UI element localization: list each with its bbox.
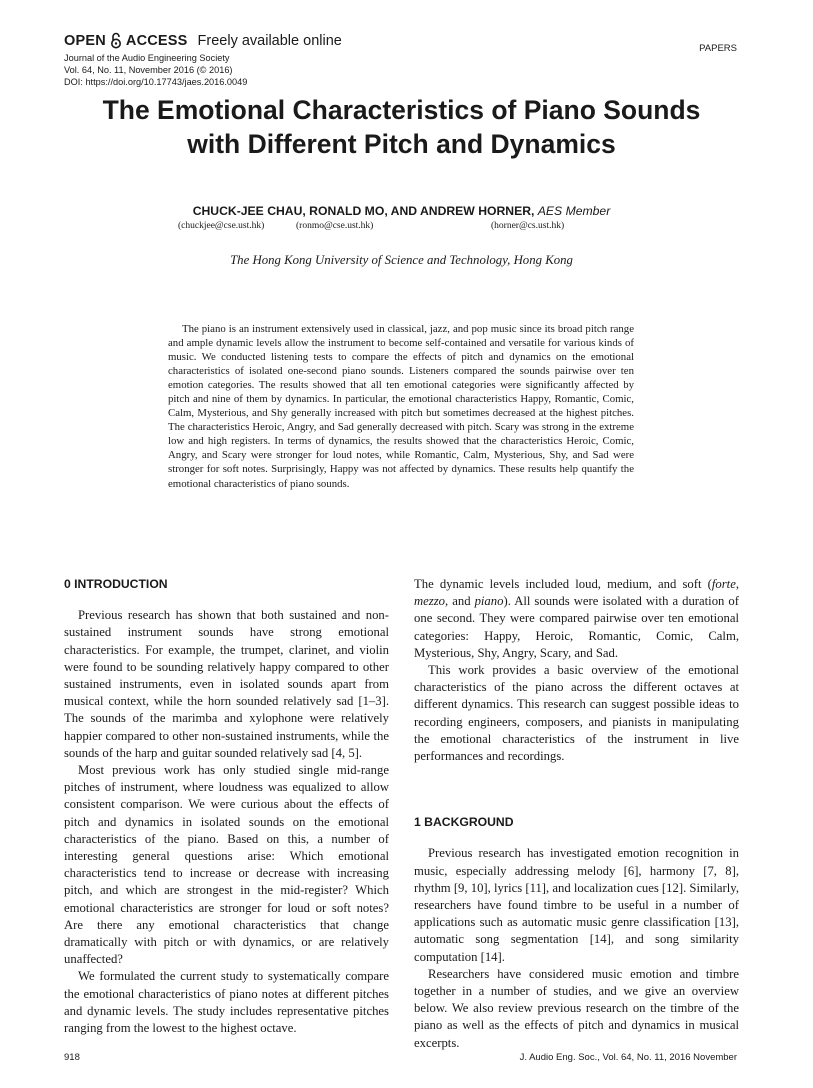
author-names: CHUCK-JEE CHAU, RONALD MO, AND ANDREW HORNER, <box>192 204 535 218</box>
right-column <box>414 576 739 1052</box>
page-number: 918 <box>64 1052 80 1063</box>
journal-volume: Vol. 64, No. 11, November 2016 (© 2016) <box>64 65 233 75</box>
open-access-badge <box>64 32 342 49</box>
title-line-1: The Emotional Characteristics of Piano Sounds <box>102 95 701 125</box>
section-tag: PAPERS <box>699 43 737 54</box>
background-paragraph-2: Researchers have considered music emotion and timbre together in a number of studies, and we give an overview below. We also review previous research on the timbre of the piano as well as the effects of pitch and dynamics in musical excerpts. <box>414 966 739 1050</box>
intro-paragraph-4: The dynamic levels included loud, medium, and soft (forte, mezzo, and piano). All sounds were isolated with a duration of one second. They were compared pairwise over ten emotional categories: Happy, Heroic, Romantic, Comic, Calm, Mysterious, Shy, Angry, Scary, and Sad. <box>414 577 739 660</box>
background-paragraph-1: Previous research has investigated emotion recognition in music, especially addressing melody [6], harmony [7, 8], rhythm [9, 10], lyrics [11], and localization cues [12]. Similarly, researchers have found timbre to be useful in a number of applications such as automatic music genre classification [13], automatic song segmentation [14], and song similarity computation [14]. <box>414 846 739 964</box>
journal-doi[interactable]: DOI: https://doi.org/10.17743/jaes.2016.0049 <box>64 77 248 87</box>
author-list <box>0 204 803 218</box>
open-lock-icon <box>110 32 122 49</box>
journal-name: Journal of the Audio Engineering Society <box>64 53 230 63</box>
introduction-heading: 0 INTRODUCTION <box>64 577 168 591</box>
intro-paragraph-2: Most previous work has only studied single mid-range pitches of instrument, where loudness was equalized to allow consistent comparison. We were curious about the effects of pitch and dynamics in isolated sounds on the emotional characteristics of the piano. Based on this, a number of interesting general questions arise: Which emotional characteristics tend to increase or decrease with increasing pitch, and which are strongest in the mid-register? Which emotional characteristics are stronger for loud or soft notes? Are there any emotional characteristics that change dramatically with pitch or with dynamics, or are relatively unaffected? <box>64 763 389 967</box>
open-label: OPEN <box>64 32 106 49</box>
left-column <box>64 576 389 1037</box>
intro-paragraph-1: Previous research has shown that both sustained and non-sustained instrument sounds have strong emotional characteristics. For example, the trumpet, clarinet, and violin were found to be sounding relatively happy compared to other sustained instruments, even in isolated sounds apart from musical context, while the horn sounded relatively sad [1–3]. The sounds of the marimba and xylophone were relatively happier compared to other non-sustained instruments, while the sounds of the harp and guitar sounded relatively sad [4, 5]. <box>64 608 389 760</box>
journal-meta <box>64 52 247 88</box>
forte-term: forte <box>711 577 736 591</box>
title-line-2: with Different Pitch and Dynamics <box>187 129 616 159</box>
author-membership: AES Member <box>537 204 611 218</box>
intro-paragraph-3: We formulated the current study to systematically compare the emotional characteristics of piano notes at different pitches and dynamic levels. The study includes representative pitches ranging from the lowest to the highest octave. <box>64 969 389 1036</box>
abstract: The piano is an instrument extensively used in classical, jazz, and pop music since its broad pitch range and ample dynamic levels allow the instrument to become self-contained and versatile for various kinds of music. We conducted listening tests to compare the effects of pitch and dynamics on the emotional characteristics of isolated one-second piano sounds. Listeners compared the sounds pairwise over ten emotion categories. The results showed that all ten emotional categories were significantly affected by pitch and nine of them by dynamics. In particular, the emotional characteristics Happy, Romantic, Comic, Calm, Mysterious, and Shy generally increased with pitch but sometimes decreased at the highest pitches. The characteristics Heroic, Angry, and Sad generally decreased with pitch. Scary was strong in the extreme low and high registers. In terms of dynamics, the results showed that the characteristics Heroic, Comic, Angry, and Scary were stronger for loud notes, while Romantic, Calm, Mysterious, Shy, and Sad were stronger for soft notes. Surprisingly, Happy was not affected by dynamics. These results help quantify the emotional characteristics of piano sounds. <box>168 323 634 490</box>
author-email-3[interactable]: (horner@cs.ust.hk) <box>491 221 565 231</box>
mezzo-term: mezzo <box>414 594 446 609</box>
background-heading: 1 BACKGROUND <box>414 815 514 830</box>
access-label: ACCESS <box>125 32 188 49</box>
paper-title <box>0 93 803 161</box>
author-email-1[interactable]: (chuckjee@cse.ust.hk) <box>178 221 265 231</box>
affiliation: The Hong Kong University of Science and Technology, Hong Kong <box>230 253 573 267</box>
intro-paragraph-5: This work provides a basic overview of the emotional characteristics of the piano across the different octaves at different dynamics. This research can suggest possible ideas to recording engineers, composers, and pianists in manipulating the emotional characteristics of the instrument in live performances and recordings. <box>414 663 739 764</box>
author-email-2[interactable]: (ronmo@cse.ust.hk) <box>296 221 374 231</box>
footer-citation: J. Audio Eng. Soc., Vol. 64, No. 11, 2016 November <box>519 1052 737 1063</box>
free-available-label: Freely available online <box>197 32 342 49</box>
piano-term: piano <box>474 594 504 609</box>
